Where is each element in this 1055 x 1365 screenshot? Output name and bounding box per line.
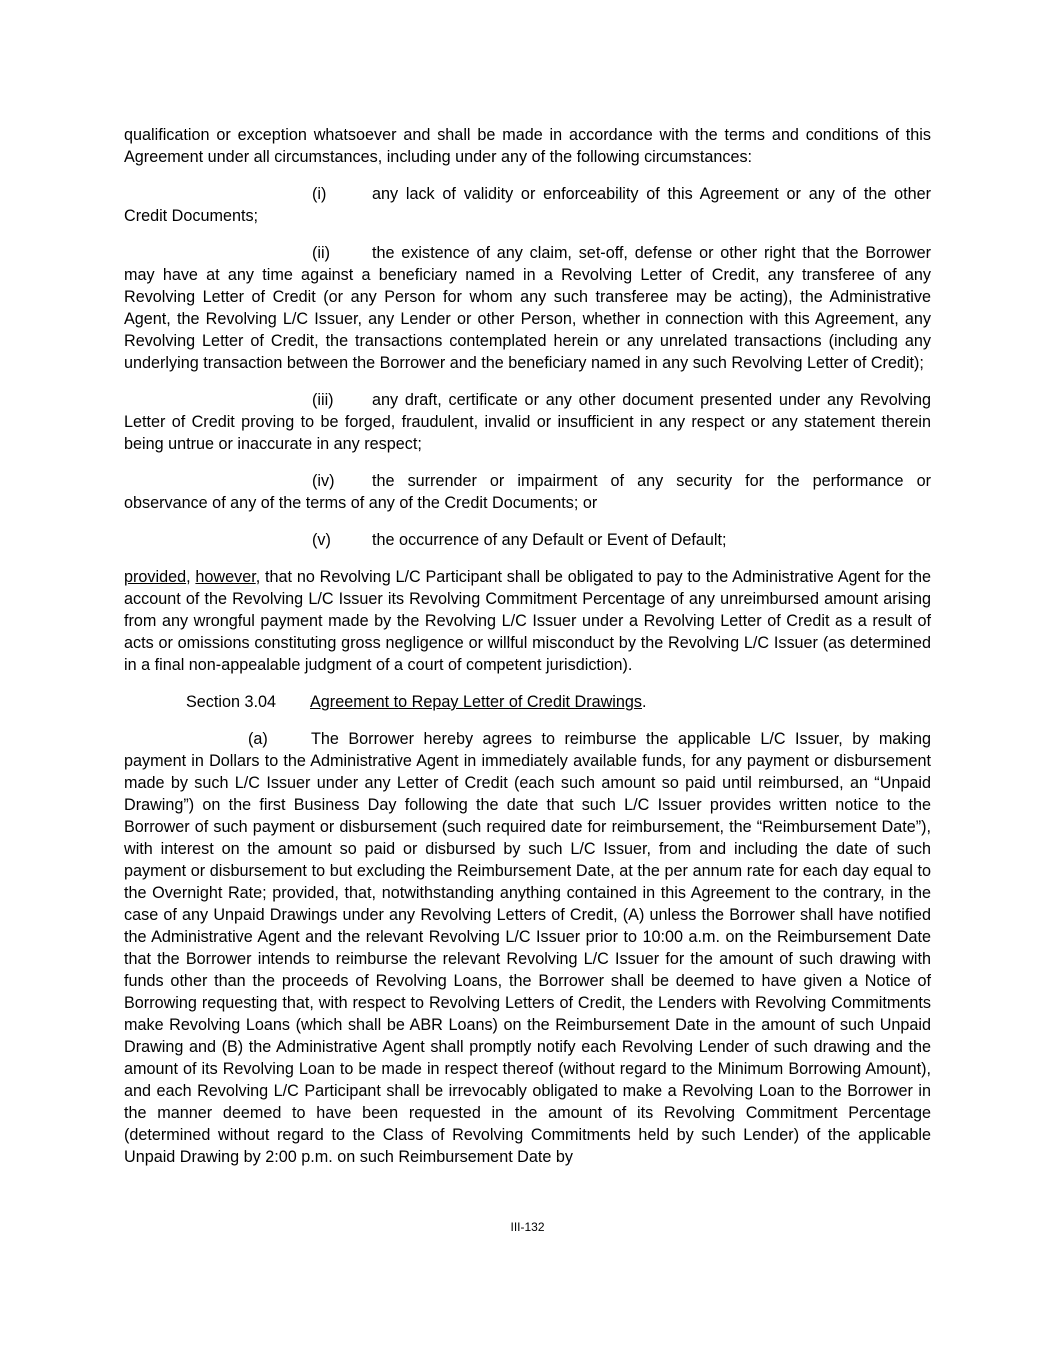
item-label: (v) <box>312 531 331 549</box>
item-label: (ii) <box>312 244 330 262</box>
item-text: the existence of any claim, set-off, defense or other right that the Borrower may have at any time against a beneficiary named in a Revolving Letter of Credit, any transferee of any Revolving Letter of Credit (or any Person for whom any such transferee may be acting), the Administrative Agent, the Revolving L/C Issuer, any Lender or other Person, whether in connection with this Agreement, any Revolving Letter of Credit, the transactions contemplated herein or any unrelated transactions (including any underlying transaction between the Borrower and the beneficiary named in any such Revolving Letter of Credit); <box>124 244 931 372</box>
list-item <box>124 242 931 374</box>
page-number: III-132 <box>510 1220 545 1234</box>
proviso-comma: , <box>186 568 196 586</box>
proviso-paragraph <box>124 566 931 676</box>
document-page <box>124 124 931 1168</box>
list-item <box>124 529 931 551</box>
intro-paragraph: qualification or exception whatsoever and shall be made in accordance with the terms and conditions of this Agreement under all circumstances, including under any of the following circumstances: <box>124 126 931 166</box>
proviso-text: , that no Revolving L/C Participant shall be obligated to pay to the Administrative Agent for the account of the Revolving L/C Issuer its Revolving Commitment Percentage of any unreimbursed amount arising from any wrongful payment made by the Revolving L/C Issuer under a Revolving Letter of Credit as a result of acts or omissions constituting gross negligence or willful misconduct by the Revolving L/C Issuer (as determined in a final non-appealable judgment of a court of competent jurisdiction). <box>124 568 931 674</box>
list-item <box>124 470 931 514</box>
section-heading <box>186 691 931 713</box>
list-item <box>124 183 931 227</box>
item-label: (i) <box>312 185 327 203</box>
provided-term: provided <box>124 568 187 586</box>
item-text: the occurrence of any Default or Event of Default; <box>372 531 727 549</box>
subsection-label: (a) <box>248 730 268 748</box>
item-label: (iv) <box>312 472 335 490</box>
subsection-a <box>124 728 931 1168</box>
however-term: however <box>195 568 256 586</box>
section-number: Section 3.04 <box>186 693 276 711</box>
item-text: any lack of validity or enforceability of this Agreement or any of the other Credit Documents; <box>124 185 931 225</box>
list-item <box>124 389 931 455</box>
item-text: any draft, certificate or any other document presented under any Revolving Letter of Credit proving to be forged, fraudulent, invalid or insufficient in any respect or any statement therein being untrue or inaccurate in any respect; <box>124 391 931 453</box>
subsection-text: The Borrower hereby agrees to reimburse the applicable L/C Issuer, by making payment in Dollars to the Administrative Agent in immediately available funds, for any payment or disbursement made by such L/C Issuer under any Letter of Credit (each such amount so paid until reimbursed, an “Unpaid Drawing”) on the first Business Day following the date that such L/C Issuer provides written notice to the Borrower of such payment or disbursement (such required date for reimbursement, the “Reimbursement Date”), with interest on the amount so paid or disbursed by such L/C Issuer, from and including the date of such payment or disbursement to but excluding the Reimbursement Date, at the per annum rate for each day equal to the Overnight Rate; provided, that, notwithstanding anything contained in this Agreement to the contrary, in the case of any Unpaid Drawings under any Revolving Letters of Credit, (A) unless the Borrower shall have notified the Administrative Agent and the relevant Revolving L/C Issuer prior to 10:00 a.m. on the Reimbursement Date that the Borrower intends to reimburse the relevant Revolving L/C Issuer for the amount of such drawing with funds other than the proceeds of Revolving Loans, the Borrower shall be deemed to have given a Notice of Borrowing requesting that, with respect to Revolving Letters of Credit, the Lenders with Revolving Commitments make Revolving Loans (which shall be ABR Loans) on the Reimbursement Date in the amount of such Unpaid Drawing and (B) the Administrative Agent shall promptly notify each Revolving Lender of such drawing and the amount of its Revolving Loan to be made in respect thereof (without regard to the Minimum Borrowing Amount), and each Revolving L/C Participant shall be irrevocably obligated to make a Revolving Loan to the Borrower in the manner deemed to have been requested in the amount of its Revolving Commitment Percentage (determined without regard to the Class of Revolving Commitments held by such Lender) of the applicable Unpaid Drawing by 2:00 p.m. on such Reimbursement Date by <box>124 730 931 1166</box>
item-text: the surrender or impairment of any security for the performance or observance of any of the terms of any of the Credit Documents; or <box>124 472 931 512</box>
section-title: Agreement to Repay Letter of Credit Drawings <box>310 693 643 711</box>
item-label: (iii) <box>312 391 334 409</box>
section-title-end: . <box>642 693 647 711</box>
